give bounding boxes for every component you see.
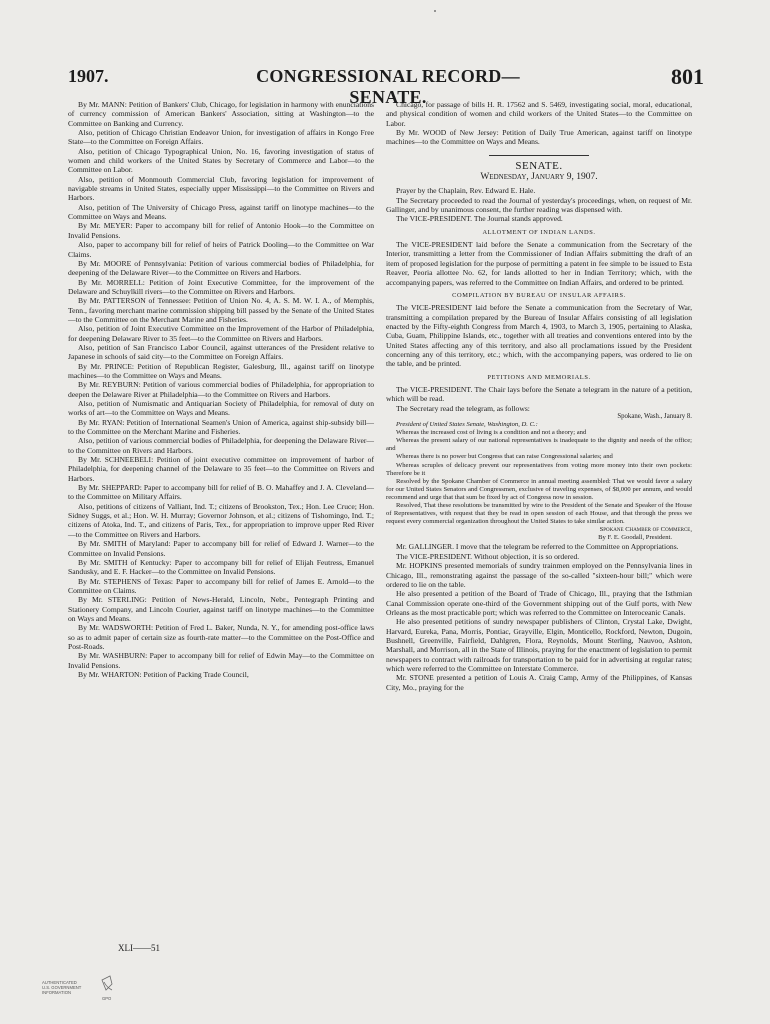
left-paragraph: Also, petition of Numismatic and Antiquarian Society of Philadelphia, for removal of duty on works of art—to the Committee on Ways and Means.: [68, 399, 374, 418]
closing-paragraph: Mr. GALLINGER. I move that the telegram be referred to the Committee on Appropriations.: [396, 542, 679, 552]
left-paragraph: By Mr. MEYER: Paper to accompany bill for relief of Antonio Hook—to the Committee on Invalid Pensions.: [68, 221, 374, 240]
scan-speck: [434, 10, 436, 12]
left-paragraph: By Mr. STERLING: Petition of News-Herald, Lincoln, Nebr., Pentegraph Printing and Stationery Company, and Lincoln Courier, against tariff on linotype machines—to the Committee on Ways and Means.: [68, 595, 374, 623]
date-heading: Wednesday, January 9, 1907.: [480, 172, 598, 183]
left-paragraph: By Mr. STEPHENS of Texas: Paper to accompany bill for relief of James E. Arnold—to the Committee on Claims.: [68, 576, 374, 595]
left-paragraph: By Mr. REYBURN: Petition of various commercial bodies of Philadelphia, for appropriation to deepen the Delaware River at Philadelphia—to the Committee on Rivers and Harbors.: [68, 380, 374, 399]
left-paragraph: By Mr. WASHBURN: Paper to accompany bill for relief of Edwin May—to the Committee on Invalid Pensions.: [68, 651, 374, 670]
left-paragraph: By Mr. MANN: Petition of Bankers' Club, Chicago, for legislation in harmony with enunciations of currency commission of American Bankers' Association, sitting at Washington—to the Committee on Banking and Currency.: [68, 100, 374, 128]
closing-paragraph: Mr. STONE presented a petition of Louis A. Craig Camp, Army of the Philippines, of Kansas City, Mo., praying for the: [386, 673, 692, 692]
section-divider: [489, 155, 589, 156]
seal-line: INFORMATION: [42, 990, 71, 995]
allotment-heading: ALLOTMENT OF INDIAN LANDS.: [482, 228, 596, 236]
header-page-number: 801: [671, 64, 704, 89]
petitions-intro: The VICE-PRESIDENT. The Chair lays before the Senate a telegram in the nature of a petition, which will be read.: [386, 384, 692, 404]
compilation-heading: COMPILATION BY BUREAU OF INSULAR AFFAIRS.: [452, 291, 626, 299]
left-paragraph: Also, paper to accompany bill for relief of heirs of Patrick Dooling—to the Committee on War Claims.: [68, 240, 374, 259]
telegram-addressee: President of United States Senate, Washington, D. C.:: [396, 421, 538, 429]
gpo-authentication-seal: [40, 972, 120, 1012]
left-paragraph: Also, petition of various commercial bodies of Philadelphia, for deepening the Delaware River—to the Committee on Rivers and Harbors.: [68, 436, 374, 455]
prayer-line: Prayer by the Chaplain, Rev. Edward E. Hale.: [396, 186, 536, 196]
left-paragraph: By Mr. MOORE of Pennsylvania: Petition of various commercial bodies of Philadelphia, for deepening of the Delaware River—to the Committee on Rivers and Harbors.: [68, 258, 374, 278]
seal-line: U.S. GOVERNMENT: [42, 985, 82, 990]
closing-paragraph: He also presented petitions of sundry newspaper publishers of Clinton, Crystal Lake, Dwight, Harvard, Eureka, Pana, Morris, Pontiac, Grayville, Elgin, Monticello, Rockford, Newton, Dugoin, Bushnell, Greenville, Fairfield, Dahlgren, Flora, Reynolds, Mount Sterling, Nauvoo, Ashton, Marshall, and Morrison, all in the State of Illinois, praying for the enactment of legislation to permit newspapers to contract with railroads for transportation to be paid for in advertising at regular rates; which were referred to the Committee on Interstate Commerce.: [386, 617, 692, 673]
telegram-paragraph: Resolved, That these resolutions be transmitted by wire to the President of the Senate and Speaker of the House of Representatives, with request that they be read in open session of each House, and that through the press we request every commercial organization throughout the United States to take similar action.: [386, 502, 692, 526]
telegram-signature: Spokane Chamber of Commerce,: [599, 526, 692, 534]
telegram-block: [386, 413, 692, 543]
left-paragraph: By Mr. MORRELL: Petition of Joint Executive Committee, for the improvement of the Delaware and Schuylkill rivers—to the Committee on Rivers and Harbors.: [68, 277, 374, 296]
journal-approved: The VICE-PRESIDENT. The Journal stands approved.: [396, 214, 563, 224]
left-paragraph: By Mr. PRINCE: Petition of Republican Register, Galesburg, Ill., against tariff on linotype machines—to the Committee on Ways and Means.: [68, 361, 374, 380]
left-paragraph: By Mr. SMITH of Maryland: Paper to accompany bill for relief of Edward J. Warner—to the Committee on Invalid Pensions.: [68, 539, 374, 558]
seal-line: GPO: [102, 996, 112, 1001]
left-paragraph: By Mr. SHEPPARD: Paper to accompany bill for relief of B. O. Mahaffey and J. A. Cleveland—to the Committee on Military Affairs.: [68, 483, 374, 502]
left-paragraph: By Mr. SCHNEEBELI: Petition of joint executive committee on improvement of harbor of Philadelphia, for deepening channel of the Delaware to 35 feet—to the Committee on Rivers and Harbors.: [68, 455, 374, 483]
allotment-paragraph: The VICE-PRESIDENT laid before the Senate a communication from the Secretary of the Interior, transmitting a letter from the Commissioner of Indian Affairs submitting the draft of an item of proposed legislation for the purpose of permitting a patent in fee simple to be issued to Esta Reaver, Peoria allottee No. 62, for lands allotted to her in Indian Territory; which, with the accompanying papers, was referred to the Committee on Indian Affairs, and ordered to be printed.: [386, 240, 692, 287]
telegram-signatory: By F. E. Goodall, President.: [598, 534, 672, 542]
left-column: [68, 100, 374, 679]
signature-id: XLI——51: [118, 943, 160, 953]
left-paragraph: Also, petition of San Francisco Labor Council, against utterances of the President relative to Japanese in schools of said city—to the Committee on Foreign Affairs.: [68, 342, 374, 362]
telegram-paragraph: Whereas there is no power but Congress that can raise Congressional salaries; and: [396, 453, 613, 461]
header-title: CONGRESSIONAL RECORD—SENATE.: [256, 66, 520, 107]
left-paragraph: Also, petition of Joint Executive Committee on the Improvement of the Harbor of Philadelphia, for deepening Delaware River to 35 feet—to the Committee on Rivers and Harbors.: [68, 324, 374, 343]
continuation-paragraph: Chicago, for passage of bills H. R. 17562 and S. 5469, investigating social, moral, educational, and physical condition of women and child workers of the United States—to the Committee on Labor.: [386, 100, 692, 128]
left-paragraph: By Mr. SMITH of Kentucky: Paper to accompany bill for relief of Elijah Feutress, Emanuel Sandusky, and E. F. Hacker—to the Committee on Invalid Pensions.: [68, 557, 374, 577]
seal-line: AUTHENTICATED: [42, 980, 77, 985]
closing-paragraph: He also presented a petition of the Board of Trade of Chicago, Ill., praying that the Isthmian Canal Commission operate one-third of the Government shipping out of the Gulf ports, with New Orleans as the most practicable port; which was referred to the Committee on Interoceanic Canals.: [386, 589, 692, 617]
left-paragraph: Also, petition of Chicago Christian Endeavor Union, for investigation of affairs in Kongo Free State—to the Committee on Foreign Affairs.: [68, 128, 374, 147]
closing-paragraph: The VICE-PRESIDENT. Without objection, it is so ordered.: [396, 551, 580, 561]
senate-heading: SENATE.: [515, 159, 563, 172]
continuation-paragraph: By Mr. WOOD of New Jersey: Petition of Daily True American, against tariff on linotype machines—to the Committee on Ways and Means.: [386, 128, 692, 147]
left-paragraph: Also, petition of Chicago Typographical Union, No. 16, favoring investigation of status of women and child workers of the United States by Secretary of Commerce and Labor—to the Committee on Labor.: [68, 146, 374, 175]
telegram-paragraph: Whereas the increased cost of living is a condition and not a theory; and: [396, 429, 587, 437]
petitions-intro: The Secretary read the telegram, as follows:: [396, 403, 530, 413]
left-paragraph: By Mr. WHARTON: Petition of Packing Trade Council,: [78, 669, 249, 679]
telegram-paragraph: Resolved by the Spokane Chamber of Commerce in annual meeting assembled: That we would favor a salary for our United States Senators and Congressmen, exclusive of traveling expenses, of $8,000 per annum, and would recommend and urge that that sum be fixed by act of Congress now in session.: [386, 477, 692, 501]
header-year: 1907.: [68, 66, 109, 86]
petitions-heading: PETITIONS AND MEMORIALS.: [487, 373, 591, 381]
page-header: [68, 64, 704, 107]
left-paragraph: Also, petition of The University of Chicago Press, against tariff on linotype machines—to the Committee on Ways and Means.: [68, 202, 374, 222]
journal-paragraph: The Secretary proceeded to read the Journal of yesterday's proceedings, when, on request of Mr. Gallinger, and by unanimous consent, the further reading was dispensed with.: [386, 195, 692, 215]
left-paragraph: By Mr. RYAN: Petition of International Seamen's Union of America, against ship-subsidy bill—to the Committee on the Merchant Marine and Fisheries.: [68, 417, 374, 437]
left-paragraph: Also, petitions of citizens of Valliant, Ind. T.; citizens of Brookston, Tex.; Hon. Lee Cruce; Hon. Sidney Suggs, et al.; Hon. W. H. Murray; Governor Johnson, et al.; citizens of Tishomingo, Ind. T.; citizens of Atoka, Ind. T., and citizens of Paris, Tex., for appropriation to improve upper Red River—to the Committee on Rivers and Harbors.: [68, 501, 374, 539]
telegram-place: Spokane, Wash., January 8.: [617, 412, 692, 420]
left-paragraph: By Mr. WADSWORTH: Petition of Fred L. Baker, Nunda, N. Y., for amending post-office laws so as to admit paper of certain size as fourth-rate matter—to the Committee on the Post-Office and Post-Roads.: [68, 623, 374, 651]
telegram-paragraph: Whereas scruples of delicacy prevent our representatives from voting more money into their own pockets: Therefore be it: [386, 461, 692, 477]
right-column: [386, 100, 692, 692]
compilation-paragraph: The VICE-PRESIDENT laid before the Senate a communication from the Secretary of War, transmitting a compilation prepared by the Bureau of Insular Affairs consisting of all legislation enacted by the Fifty-eighth Congress from March 4, 1903, to March 3, 1905, pertaining to Alaska, Cuba, Guam, Philippine Islands, etc., together with all treaties and conventions entered into by the United States affecting any of this territory, and also all proclamations issued by the President concerning any of this territory, etc.; which, with the accompanying papers, was ordered to lie on the table, and be printed.: [386, 303, 692, 369]
telegram-paragraph: Whereas the present salary of our national representatives is inadequate to the dignity and needs of the office; and: [386, 437, 692, 453]
closing-paragraph: Mr. HOPKINS presented memorials of sundry trainmen employed on the Pennsylvania lines in Chicago, Ill., remonstrating against the passage of the so-called "sixteen-hour bill;" which were ordered to lie on the table.: [386, 561, 692, 589]
left-paragraph: By Mr. PATTERSON of Tennessee: Petition of Union No. 4, A. S. M. W. I. A., of Memphis, Tenn., favoring merchant marine commission shipping bill passed by the Senate of the United States—to the Committee on the Merchant Marine and Fisheries.: [68, 296, 374, 324]
left-paragraph: Also, petition of Monmouth Commercial Club, favoring legislation for improvement of navigable streams in United States, especially upper Mississippi—to the Committee on Rivers and Harbors.: [68, 174, 374, 203]
